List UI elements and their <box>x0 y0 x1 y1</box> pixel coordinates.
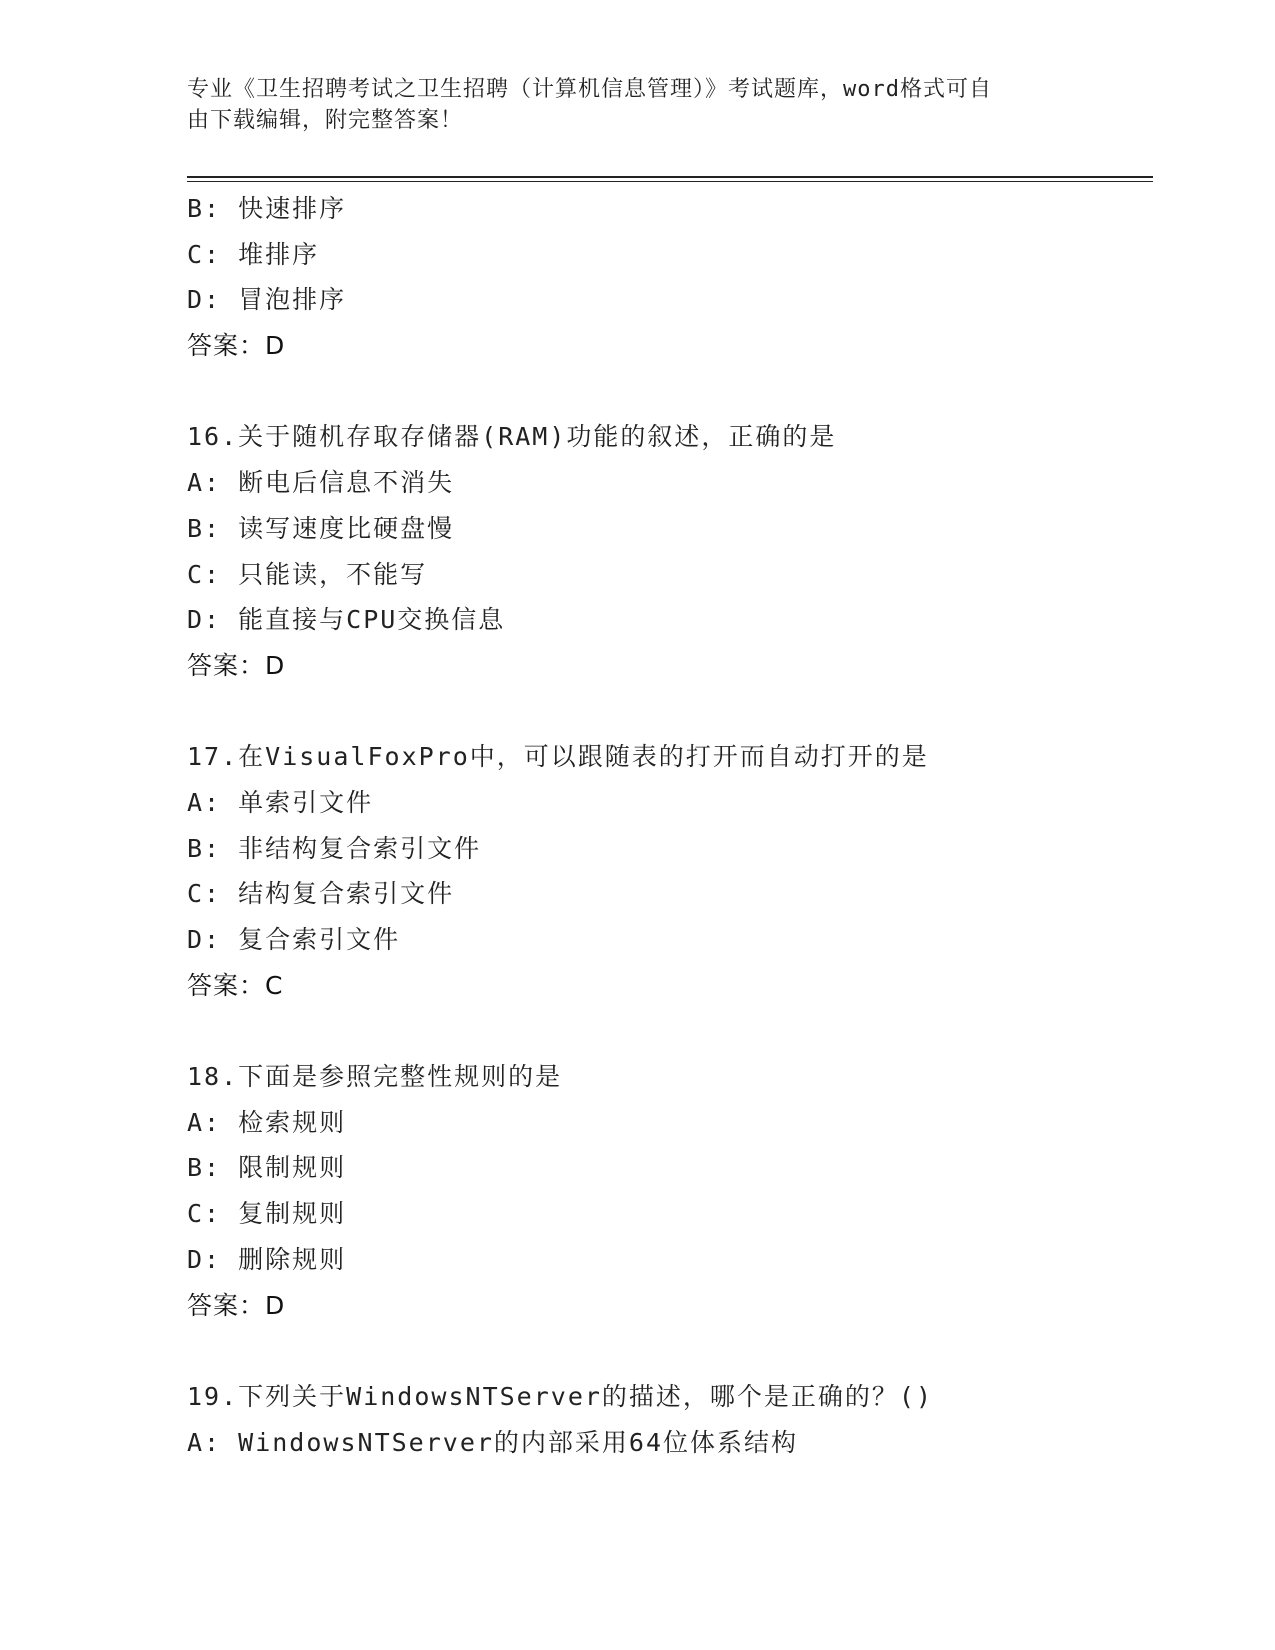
spacer <box>187 1008 1167 1054</box>
answer: 答案：D <box>187 650 286 680</box>
spacer <box>187 689 1167 735</box>
question-17 <box>187 734 1167 1008</box>
option-a: A: 断电后信息不消失 <box>187 468 455 498</box>
document-header <box>187 74 1077 136</box>
question-text: 19.下列关于WindowsNTServer的描述，哪个是正确的？() <box>187 1381 934 1411</box>
question-19 <box>187 1374 1167 1465</box>
option-c: C: 只能读，不能写 <box>187 559 428 589</box>
answer: 答案：D <box>187 1290 286 1320</box>
spacer <box>187 369 1167 415</box>
answer: 答案：D <box>187 331 286 361</box>
option-b: B: 限制规则 <box>187 1153 347 1183</box>
spacer <box>187 1328 1167 1374</box>
question-list <box>187 186 1167 1465</box>
option-a: A: 检索规则 <box>187 1107 347 1137</box>
header-divider-bottom <box>187 181 1153 182</box>
option-c: C: 结构复合索引文件 <box>187 879 455 909</box>
option-b: B: 快速排序 <box>187 194 347 223</box>
option-d: D: 删除规则 <box>187 1244 347 1274</box>
header-line-2: 由下载编辑，附完整答案！ <box>187 108 464 133</box>
question-text: 18.下面是参照完整性规则的是 <box>187 1062 563 1092</box>
option-d: D: 冒泡排序 <box>187 285 347 315</box>
option-a: A: 单索引文件 <box>187 787 374 817</box>
question-text: 17.在VisualFoxPro中，可以跟随表的打开而自动打开的是 <box>187 742 929 772</box>
header-line-1: 专业《卫生招聘考试之卫生招聘（计算机信息管理）》考试题库，word格式可自 <box>187 77 992 102</box>
option-c: C: 复制规则 <box>187 1199 347 1229</box>
option-d: D: 能直接与CPU交换信息 <box>187 605 506 635</box>
header-divider-top <box>187 176 1153 178</box>
question-text: 16.关于随机存取存储器(RAM)功能的叙述，正确的是 <box>187 422 837 452</box>
option-d: D: 复合索引文件 <box>187 925 401 954</box>
question-16 <box>187 414 1167 688</box>
answer: 答案：C <box>187 970 284 1000</box>
option-b: B: 读写速度比硬盘慢 <box>187 513 455 543</box>
question-15-tail <box>187 186 1167 369</box>
option-c: C: 堆排序 <box>187 239 320 269</box>
option-b: B: 非结构复合索引文件 <box>187 833 482 863</box>
option-a: A: WindowsNTServer的内部采用64位体系结构 <box>187 1427 799 1457</box>
question-18 <box>187 1054 1167 1328</box>
